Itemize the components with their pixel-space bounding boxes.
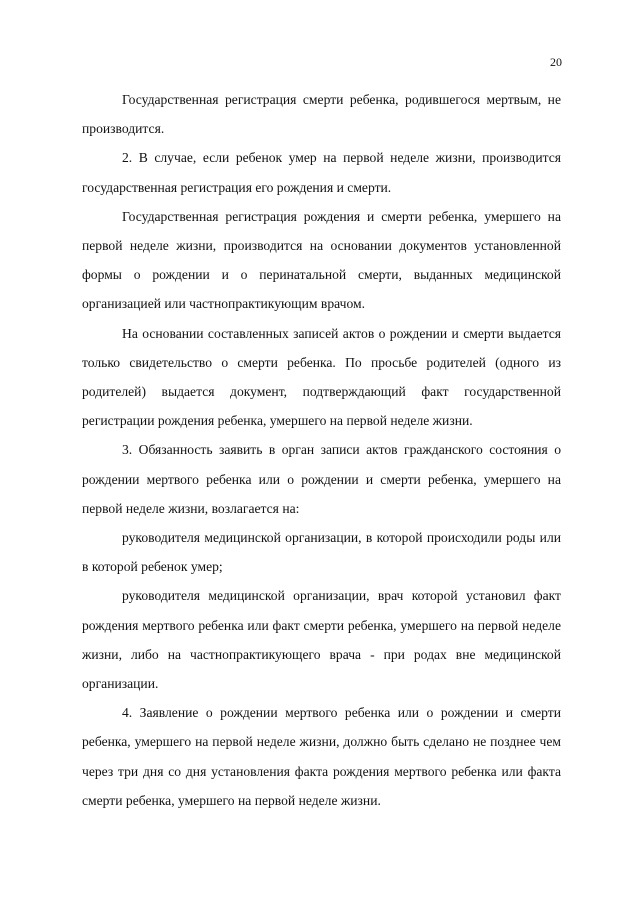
paragraph-duty-physician: руководителя медицинской организации, врач которой установил факт рождения мертвого ребенка или факт смерти ребенка, умершего на первой неделе жизни, либо на частнопрактикующего врача - при родах вне медицинской организации. xyxy=(82,588,561,692)
page-number: 20 xyxy=(550,55,562,69)
paragraph-clause-3: 3. Обязанность заявить в орган записи актов гражданского состояния о рождении мертвого ребенка или о рождении и смерти ребенка, умершего на первой неделе жизни, возлагается на: xyxy=(82,442,561,516)
document-body xyxy=(82,85,561,815)
paragraph-stillbirth-registration: Государственная регистрация смерти ребенка, родившегося мертвым, не производится. xyxy=(82,92,561,137)
paragraph-registration-basis: Государственная регистрация рождения и смерти ребенка, умершего на первой неделе жизни, производится на основании документов установленной формы о рождении и о перинатальной смерти, выданных медицинской организацией или частнопрактикующим врачом. xyxy=(82,208,561,312)
paragraph-certificate-issuance: На основании составленных записей актов о рождении и смерти выдается только свидетельство о смерти ребенка. По просьбе родителей (одного из родителей) выдается документ, подтверждающий факт государственной регистрации рождения ребенка, умершего на первой неделе жизни. xyxy=(82,325,561,429)
paragraph-clause-4: 4. Заявление о рождении мертвого ребенка или о рождении и смерти ребенка, умершего на первой неделе жизни, должно быть сделано не позднее чем через три дня со дня установления факта рождения мертвого ребенка или факта смерти ребенка, умершего на первой неделе жизни. xyxy=(82,705,561,808)
paragraph-clause-2: 2. В случае, если ребенок умер на первой неделе жизни, производится государственная регистрация его рождения и смерти. xyxy=(82,150,561,195)
paragraph-duty-head-organization: руководителя медицинской организации, в которой происходили роды или в которой ребенок умер; xyxy=(82,530,561,575)
